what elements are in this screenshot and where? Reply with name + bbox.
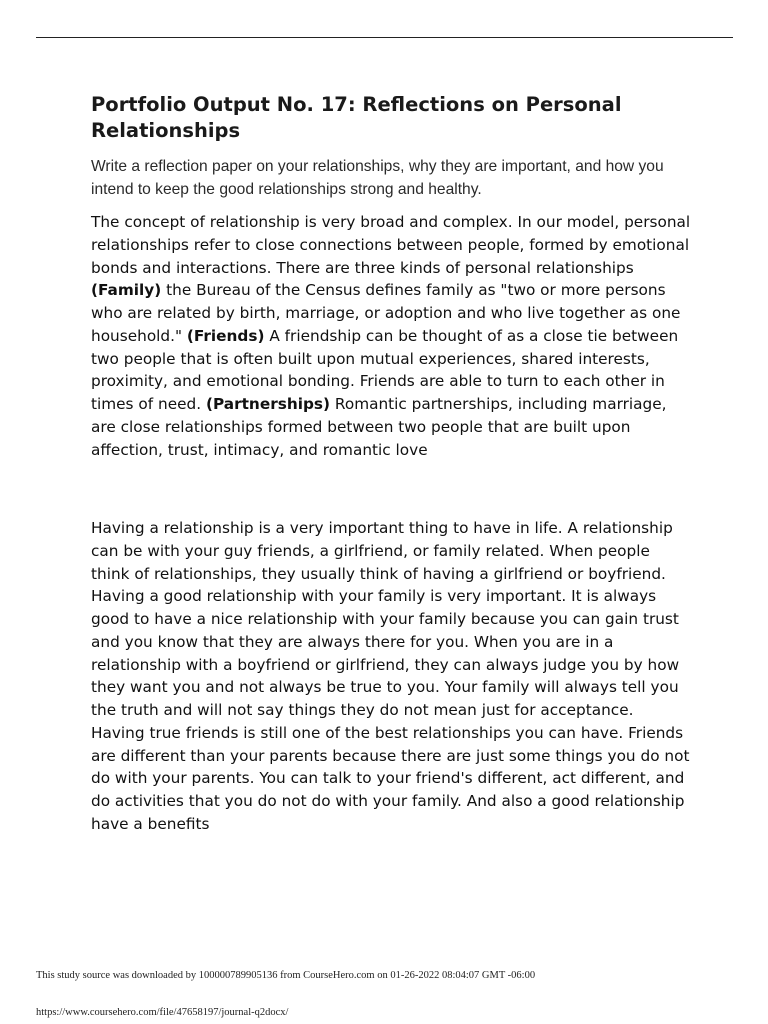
source-url-link[interactable]: https://www.coursehero.com/file/47658197/journal-q2docx/ (36, 1007, 289, 1018)
partnerships-label: (Partnerships) (205, 395, 331, 413)
paragraph-1-text: Romantic partnerships, including marriage, are close relationships formed between two people that are built upon affection, trust, intimacy, and romantic love (91, 395, 667, 459)
paragraph-1-text: the Bureau of the Census defines family as "two or more persons who are related by birth, marriage, or adoption and who live together as one household." (91, 281, 681, 345)
paragraph-1-text: A friendship can be thought of as a close tie between two people that is often built upon mutual experiences, shared interests, proximity, and emotional bonding. Friends are able to turn to each other in times of need. (91, 326, 679, 413)
paragraph-1 (91, 211, 691, 461)
assignment-prompt: Write a reflection paper on your relationships, why they are important, and how you intend to keep the good relationships strong and healthy. (91, 158, 664, 198)
paragraph-2: Having a relationship is a very important thing to have in life. A relationship can be with your guy friends, a girlfriend, or family related. When people think of relationships, they usually think of having a girlfriend or boyfriend. Having a good relationship with your family is very important. It is always good to have a nice relationship with your family because you can gain trust and you know that they are always there for you. When you are in a relationship with a boyfriend or girlfriend, they can always judge you by how they want you and not always be true to you. Your family will always tell you the truth and will not say things they do not mean just for acceptance. Having true friends is still one of the best relationships you can have. Friends are different than your parents because there are just some things you do not do with your parents. You can talk to your friend's different, act different, and do activities that you do not do with your family. And also a good relationship have a benefits (91, 519, 690, 833)
download-note: This study source was downloaded by 100000789905136 from CourseHero.com on 01-26-2022 08:04:07 GMT -06:00 (36, 970, 536, 981)
family-label: (Family) (91, 281, 162, 300)
friends-label: (Friends) (186, 326, 265, 345)
header-divider (36, 37, 733, 38)
document-title: Portfolio Output No. 17: Reflections on Personal Relationships (91, 93, 622, 142)
paragraph-1-text: The concept of relationship is very broad and complex. In our model, personal relationships refer to close connections between people, formed by emotional bonds and interactions. There are three kinds of personal relationships (91, 213, 691, 277)
